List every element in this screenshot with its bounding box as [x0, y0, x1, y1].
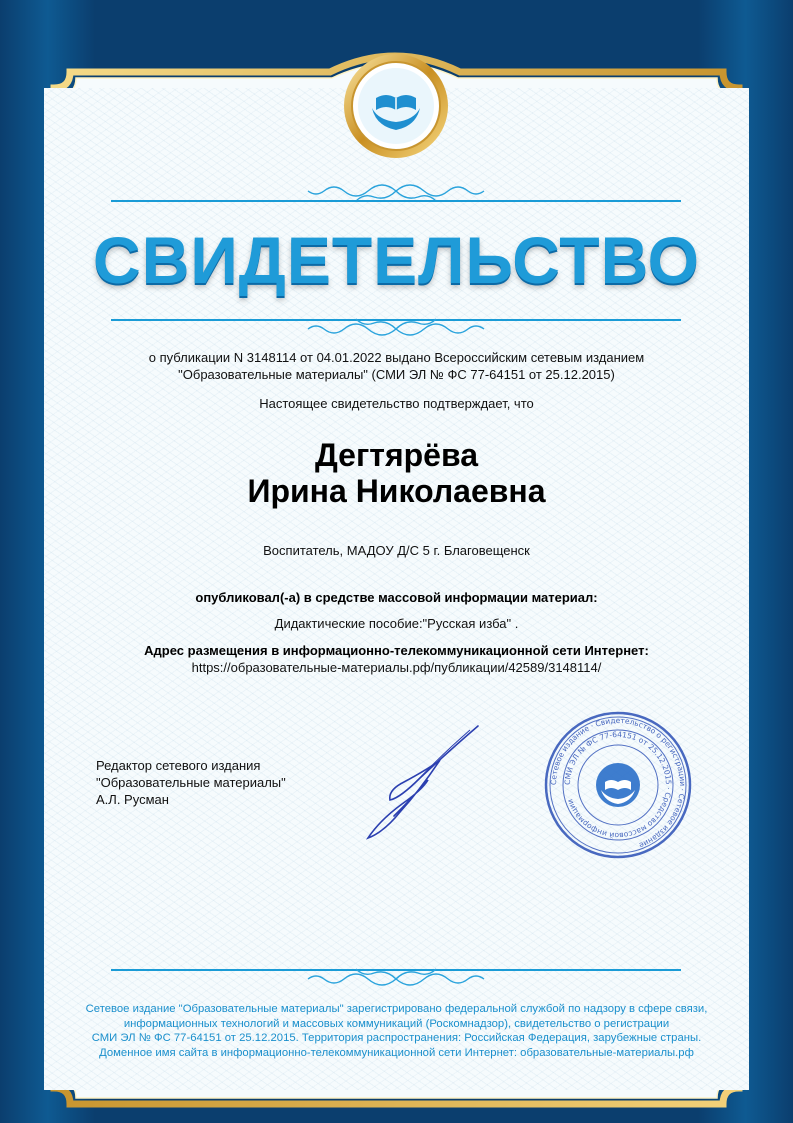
bottom-ornament — [300, 314, 493, 344]
confirms-text: Настоящее свидетельство подтверждает, что — [259, 396, 534, 411]
divider-top — [111, 200, 681, 202]
signature — [360, 720, 490, 845]
editor-line-2: "Образовательные материалы" — [96, 775, 286, 790]
editor-line-1: Редактор сетевого издания — [96, 758, 261, 773]
stamp-outer-text: Сетевое издание · Свидетельство о регистрации · Сетевое издание — [548, 715, 688, 851]
recipient-surname: Дегтярёва — [314, 437, 479, 473]
stamp-logo-icon — [596, 763, 640, 807]
editor-line-3: А.Л. Русман — [96, 792, 169, 807]
publication-line-2: "Образовательные материалы" (СМИ ЭЛ № ФС 77-64151 от 25.12.2015) — [178, 367, 615, 382]
address-url: https://образовательные-материалы.рф/публикации/42589/3148114/ — [191, 660, 602, 675]
publication-info — [0, 349, 793, 383]
official-stamp — [543, 710, 693, 860]
recipient-name — [0, 437, 793, 509]
emblem-logo — [342, 52, 450, 160]
recipient-given-names: Ирина Николаевна — [247, 473, 546, 509]
footer-line-2: информационных технологий и массовых коммуникаций (Роскомнадзор), свидетельство о регистрации — [123, 1017, 670, 1030]
published-label: опубликовал(-а) в средстве массовой информации материал: — [195, 590, 598, 605]
material-title: Дидактические пособие:"Русская изба" . — [274, 616, 519, 631]
certificate-title: СВИДЕТЕЛЬСТВО — [93, 223, 700, 297]
editor-block — [96, 757, 286, 808]
footer-legal-text — [0, 1002, 793, 1060]
stamp-inner-text: СМИ ЭЛ № ФС 77-64151 от 25.12.2015 · Средство массовой информации — [562, 729, 674, 841]
recipient-position: Воспитатель, МАДОУ Д/С 5 г. Благовещенск — [263, 543, 530, 558]
footer-line-3: СМИ ЭЛ № ФС 77-64151 от 25.12.2015. Территория распространения: Российская Федерация, зарубежные страны. — [91, 1032, 702, 1044]
address-label: Адрес размещения в информационно-телекоммуникационной сети Интернет: — [144, 643, 649, 658]
footer-line-4: Доменное имя сайта в информационно-телекоммуникационной сети Интернет: образовательные-материалы.рф — [99, 1046, 694, 1059]
publication-line-1: о публикации N 3148114 от 04.01.2022 выдано Всероссийским сетевым изданием — [148, 350, 645, 365]
footer-line-1: Сетевое издание "Образовательные материалы" зарегистрировано федеральной службой по надзору в сфере связи, — [85, 1003, 708, 1015]
footer-ornament — [300, 964, 493, 994]
